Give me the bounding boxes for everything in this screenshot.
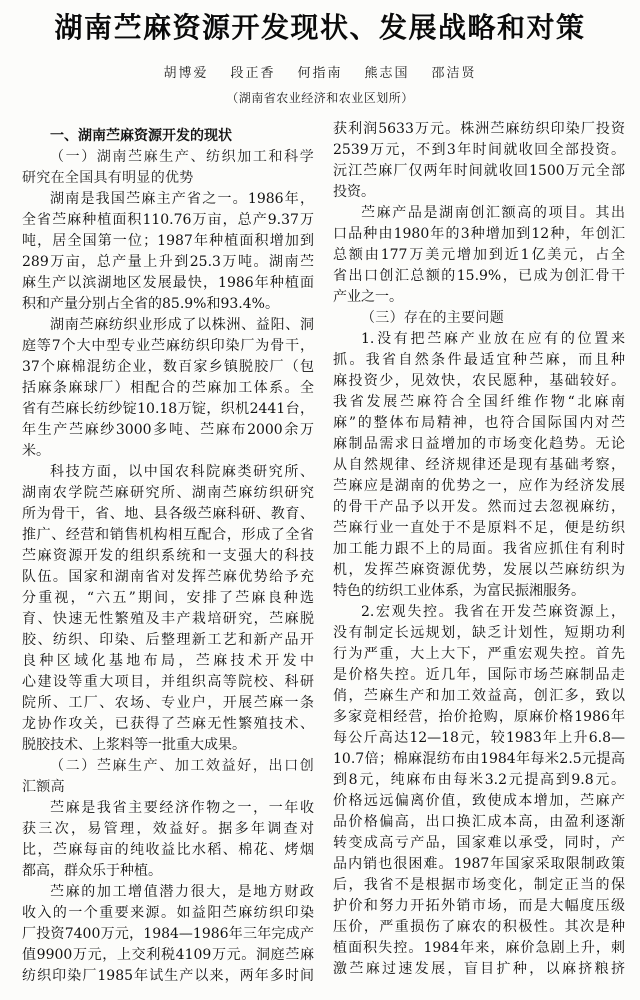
text-line: 所为骨干，省、地、县各级苎麻科研、教育、: [22, 506, 314, 522]
text-line: 收入的一个重要来源。如益阳苎麻纺织印染: [22, 905, 314, 921]
text-line: 获利润5633万元。株洲苎麻纺织印染厂投资: [333, 121, 625, 137]
subheading-block: [333, 308, 625, 329]
author-name: 胡博爱: [163, 66, 209, 81]
text-line: 省有苎麻长纺纱锭10.18万锭，织机2441台，: [22, 401, 314, 417]
text-line: 加工能力跟不上的局面。我省应抓住有利时: [333, 541, 625, 557]
text-line: 到8元，纯麻布由每米3.2元提高到9.8元。: [333, 772, 625, 788]
text-line: 的骨干产品予以开发。然而过去忽视麻纺，: [333, 499, 625, 515]
text-line: 沅江苎麻厂仅两年时间就收回1500万元全部: [333, 163, 625, 179]
text-line: 从自然规律、经济规律还是现有基础考察，: [333, 457, 625, 473]
text-line: 全省苎麻种植面积110.76万亩，总产9.37万: [22, 212, 314, 228]
text-line: 纺织印染厂1985年试生产以来，两年多时间: [22, 968, 314, 984]
text-line: 苎麻资源开发的组织系统和一支强大的科技: [22, 548, 314, 564]
text-line: 吨，居全国第一位；1987年种植面积增加到: [22, 233, 314, 249]
paragraph-block: [22, 462, 314, 756]
text-line: 龙协作攻关，已获得了苎麻无性繁殖技术、: [22, 716, 314, 732]
heading-block: [22, 126, 314, 147]
text-line: 苎麻的加工增值潜力很大，是地方财政: [50, 884, 314, 900]
text-line: 值9900万元，上交利税4109万元。洞庭苎麻: [22, 947, 314, 963]
author-name: 段正香: [230, 66, 276, 81]
text-line: 年生产苎麻纱3000多吨、苎麻布2000余万: [22, 422, 314, 438]
text-line: 一、湖南苎麻资源开发的现状: [50, 128, 232, 144]
text-line: 胶、纺织、印染、后整理新工艺和新产品开: [22, 632, 314, 648]
text-line: 比，苎麻每亩的纯收益比水稻、棉花、烤烟: [22, 842, 314, 858]
text-line: 苎麻行业一直处于不是原料不足，便是纺织: [333, 520, 625, 536]
paragraph-block: [333, 329, 625, 602]
subheading-block: [22, 147, 314, 189]
text-line: 汇额高: [22, 779, 65, 795]
left-text-column: [22, 119, 314, 987]
text-line: 1.没有把苎麻产业放在应有的位置来: [361, 331, 625, 347]
text-line: 行为严重，大上大下，严重宏观失控。首先: [333, 646, 625, 662]
text-line: 庭等7个大中型专业苎麻纺织印染厂为骨干，: [22, 338, 314, 354]
paragraph-block: [22, 315, 314, 462]
paragraph-block: [22, 189, 314, 315]
text-line: 后，我省不是根据市场变化，制定正当的保: [333, 877, 625, 893]
text-line: 俏，苎麻生产和加工效益高，创汇多，致以: [333, 688, 625, 704]
text-line: 麻制品需求日益增加的市场变化趋势。无论: [333, 436, 625, 452]
text-line: 转变成高亏产品，国家难以承受，同时，产: [333, 835, 625, 851]
text-line: （三）存在的主要问题: [361, 310, 504, 326]
text-line: （二）苎麻生产、加工效益好，出口创: [50, 758, 314, 774]
text-line: 37个麻棉混纺企业，数百家乡镇脱胶厂（包: [22, 359, 314, 375]
text-line: 总额由177万美元增加到近1亿美元，占全: [333, 247, 625, 263]
text-line: 括麻条麻球厂）相配合的苎麻加工体系。全: [22, 380, 314, 396]
text-line: 获三次，易管理，效益好。据多年调查对: [22, 821, 314, 837]
text-line: 护价和努力开拓外销市场，而是大幅度压级: [333, 898, 625, 914]
text-line: 2539万元，不到3年时间就收回全部投资。: [333, 142, 625, 158]
text-line: 厂投资7400万元，1984—1986年三年完成产: [22, 926, 314, 942]
text-line: 湖南是我国苎麻主产省之一。1986年，: [50, 191, 314, 207]
text-line: 苎麻是我省主要经济作物之一，一年收: [50, 800, 314, 816]
text-line: 投资。: [333, 184, 375, 200]
author-list: [0, 64, 640, 84]
text-line: 育、快速无性繁殖及丰产栽培研究，苎麻脱: [22, 611, 314, 627]
text-line: 麻生产以滨湖地区发展最快，1986年种植面: [22, 275, 314, 291]
text-line: 湖南农学院苎麻研究所、湖南苎麻纺织研究: [22, 485, 314, 501]
text-line: 脱胶技术、上浆料等一批重大成果。: [22, 737, 246, 753]
text-line: 激苎麻过速发展，盲目扩种，以麻挤粮挤: [333, 961, 625, 977]
text-line: 2.宏观失控。我省在开发苎麻资源上，: [361, 604, 625, 620]
text-line: 价格远远偏离价值，致使成本增加，苎麻产: [333, 793, 625, 809]
text-line: 科技方面，以中国农科院麻类研究所、: [50, 464, 314, 480]
text-line: 积和产量分别占全省的85.9%和93.4%。: [22, 296, 279, 312]
text-line: 抓。我省自然条件最适宜种苎麻，而且种: [333, 352, 625, 368]
paragraph-block: [22, 798, 314, 882]
paragraph-block: [22, 882, 314, 987]
author-name: 何指南: [297, 66, 343, 81]
author-name: 熊志国: [364, 66, 410, 81]
author-name: 邵洁贤: [431, 66, 477, 81]
text-line: （一）湖南苎麻生产、纺织加工和科学: [50, 149, 314, 165]
text-line: 10.7倍；棉麻混纺布由1984年每米2.5元提高: [333, 751, 625, 767]
text-line: 口品种由1980年的3种增加到12种，年创汇: [333, 226, 625, 242]
text-line: 植面积失控。1984年来，麻价急剧上升，刺: [333, 940, 625, 956]
text-line: 产业之一。: [333, 289, 403, 305]
text-line: 良种区域化基地布局，苎麻技术开发中: [22, 653, 314, 669]
text-line: 特色的纺织工业体系，为富民振湘服务。: [333, 583, 585, 599]
text-line: 苎麻产品是湖南创汇额高的项目。其出: [361, 205, 625, 221]
paragraph-block: [333, 119, 625, 203]
text-line: 品内销也很困难。1987年国家采取限制政策: [333, 856, 625, 872]
paragraph-block: [333, 203, 625, 308]
paragraph-block: [333, 602, 625, 980]
article-title: 湖南苎麻资源开发现状、发展战略和对策: [54, 11, 586, 44]
text-line: 压价，严重损伤了麻农的积极性。其次是种: [333, 919, 625, 935]
text-line: 米。: [22, 443, 50, 459]
text-line: 多家竞相经营，抬价抢购，原麻价格1986年: [333, 709, 625, 725]
text-line: 品价格偏高，出口换汇成本高，由盈利逐渐: [333, 814, 625, 830]
text-line: 289万亩，总产量上升到25.3万吨。湖南苎: [22, 254, 314, 270]
right-text-column: [333, 119, 625, 980]
text-line: 推广、经营和销售机构相互配合，形成了全省: [22, 527, 314, 543]
text-line: 研究在全国具有明显的优势: [22, 170, 194, 186]
text-line: 每公斤高达12—18元，较1983年上升6.8—: [333, 730, 625, 746]
text-line: 没有制定长远规划，缺乏计划性，短期功利: [333, 625, 625, 641]
subheading-block: [22, 756, 314, 798]
text-line: 麻”的整体布局精神，也符合国际国内对苎: [333, 415, 625, 431]
text-line: 心建设等重大项目，并组织高等院校、科研: [22, 674, 314, 690]
text-line: 都高，群众乐于种植。: [22, 863, 162, 879]
text-line: 队伍。国家和湖南省对发挥苎麻优势给予充: [22, 569, 314, 585]
text-line: 湖南苎麻纺织业形成了以株洲、益阳、洞: [50, 317, 314, 333]
author-affiliation: （湖南省农业经济和农业区划所）: [226, 91, 414, 105]
text-line: 我省发展苎麻符合全国纤维作物“北麻南: [333, 394, 625, 410]
text-line: 分重视，“六五”期间，安排了苎麻良种选: [22, 590, 314, 606]
text-line: 麻投资少，见效快，农民愿种，基础较好。: [333, 373, 625, 389]
text-line: 机，发挥苎麻资源优势，发展以苎麻纺织为: [333, 562, 625, 578]
text-line: 苎麻应是湖南的优势之一，应作为经济发展: [333, 478, 625, 494]
text-line: 省出口创汇总额的15.9%，已成为创汇骨干: [333, 268, 625, 284]
text-line: 院所、工厂、农场、专业户，开展苎麻一条: [22, 695, 314, 711]
text-line: 是价格失控。近几年，国际市场苎麻制品走: [333, 667, 625, 683]
